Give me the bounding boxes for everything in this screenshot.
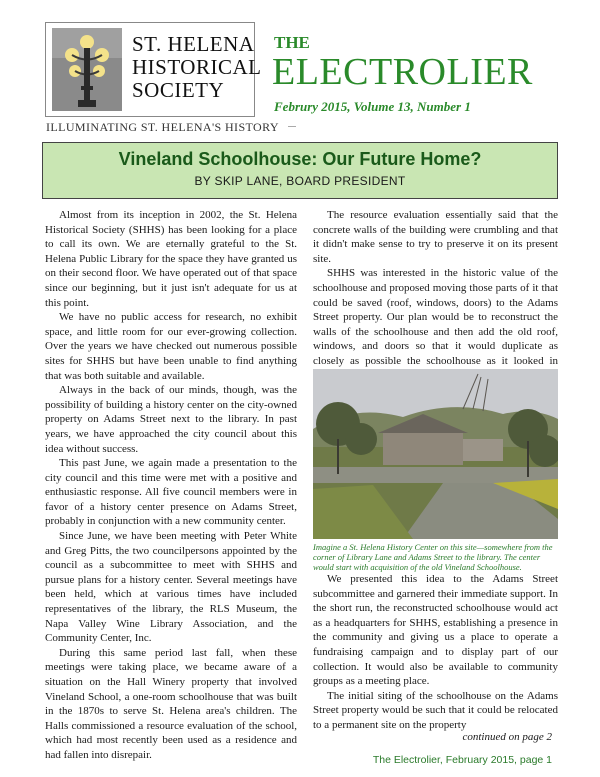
photo-caption: Imagine a St. Helena History Center on this site—somewhere from the corner of Library Lane and Adams Street to the library. The center would start with acquisition of the old Vineland Schoolhouse. (313, 542, 553, 572)
masthead (0, 0, 600, 140)
logo-line-2: HISTORICAL (132, 55, 262, 79)
logo-line-1: ST. HELENA (132, 32, 255, 56)
logo-line-3: SOCIETY (132, 78, 225, 102)
paragraph: Almost from its inception in 2002, the St. Helena Historical Society (SHHS) has been looking for a place to call its own. We are eternally grateful to the St. Helena Public Library for the space they have granted us on their second floor. We have operated out of that space since our beginning, but it just isn't adequate for us at this point. (45, 209, 297, 309)
newsletter-the: THE (274, 33, 310, 52)
society-logo (45, 22, 262, 117)
newsletter-title: ELECTROLIER (272, 51, 533, 93)
continued-note: continued on page 2 (462, 731, 552, 743)
article-byline: BY SKIP LANE, BOARD PRESIDENT (194, 174, 406, 188)
electrolier-lamp-icon (52, 28, 122, 111)
article-column-right-bottom (313, 572, 558, 733)
paragraph: The initial siting of the schoolhouse on the Adams Street property would be such that it could be relocated to a permanent site on the property (313, 689, 558, 731)
article-column-right-top (313, 208, 558, 383)
paragraph: We presented this idea to the Adams Street subcommittee and garnered their immediate support. In the short run, the reconstructed schoolhouse would act as a headquarters for SHHS, establishing a presence in the community and giving us a place to operate a fundraising campaign and to display part of our collection. It would also be available to community groups as a meeting place. (313, 573, 558, 688)
page-footer (373, 754, 552, 766)
article-headline: Vineland Schoolhouse: Our Future Home? (118, 149, 482, 169)
headline-banner (42, 142, 558, 199)
paragraph: During this same period last fall, when these meetings were taking place, we became aware of a situation on the Hall Winery property that involved Vineland School, a one-room schoolhouse that was built in the 1870s to serve St. Helena area's children. The Halls commissioned a resource evaluation of the school, which had most recently been used as a residence and had fallen into disrepair. (45, 646, 297, 761)
paragraph: Since June, we have been meeting with Peter White and Greg Pitts, the two councilpersons appointed by the council as a subcommittee to meet with SHHS and pursue plans for a history center. Several meetings have been held, which at various times have included representatives of the library, the RLS Museum, the Napa Valley Wine Library Association, and the Community Center, Inc. (45, 530, 297, 645)
society-tagline: ILLUMINATING ST. HELENA'S HISTORY (46, 120, 279, 134)
site-photo (313, 369, 558, 539)
tagline-rule (288, 126, 296, 127)
paragraph: We have no public access for research, no exhibit space, and little room for our ever-growing collection. Over the years we have checked out numerous possible sites for SHHS but have been unable to find anything that was both suitable and available. (45, 311, 297, 382)
article-column-left (45, 208, 297, 763)
paragraph: SHHS was interested in the historic value of the schoolhouse and proposed moving those parts of it that could be saved (roof, windows, doors) to the Adams Street property. Our plan would be to reconstruct the walls of the schoolhouse and then add the old roof, windows, and doors so that it would duplicate as closely as possible the schoolhouse as it looked in (313, 267, 558, 367)
paragraph: The resource evaluation essentially said that the concrete walls of the building were crumbling and that it didn't make sense to try to preserve it on its present site. (313, 209, 558, 265)
society-name (132, 33, 261, 102)
paragraph: This past June, we again made a presentation to the city council and this time were met with a positive and enthusiastic response. All five council members were in favor of a history center presence on Adams Street, probably in conjunction with a new community center. (45, 457, 297, 528)
site-photo-image (313, 369, 558, 539)
issue-info: Februry 2015, Volume 13, Number 1 (274, 99, 471, 114)
footer-text: The Electrolier, February 2015, page 1 (372, 754, 552, 766)
paragraph: Always in the back of our minds, though, was the possibility of building a history center on the city-owned property on Adams Street next to the library. In past years, we have approached the city council about this idea without success. (45, 384, 297, 455)
